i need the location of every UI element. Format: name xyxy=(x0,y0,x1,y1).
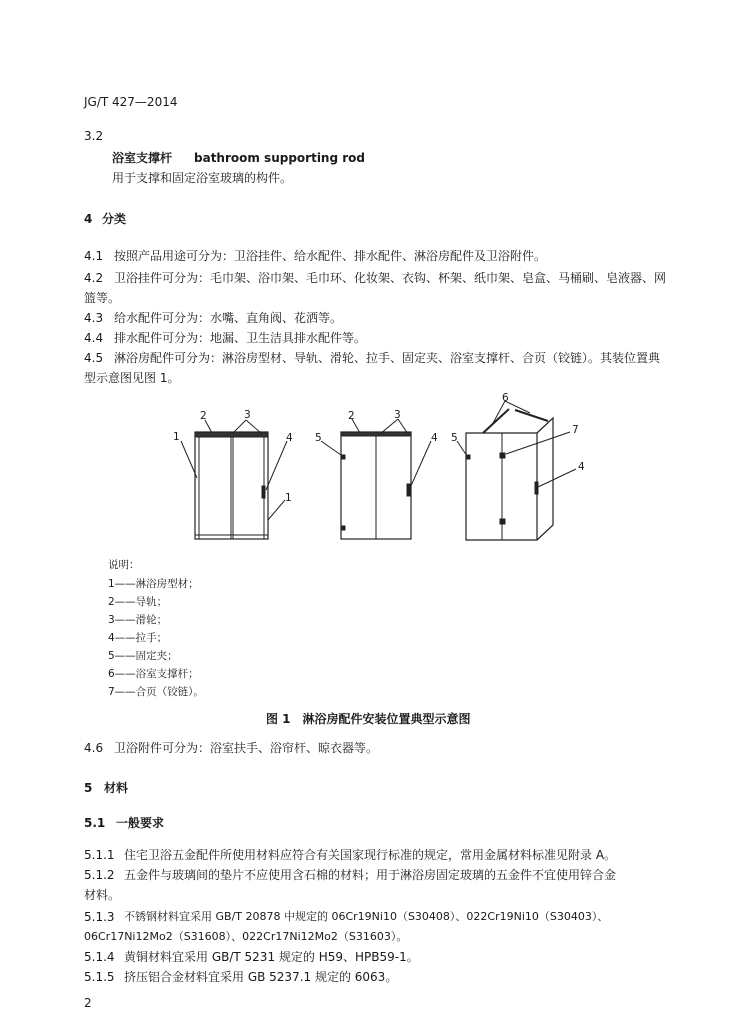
callout-1: 1 xyxy=(285,492,292,504)
term-zh: 浴室支撑杆 xyxy=(112,151,173,165)
legend-item: 2——导轨； xyxy=(108,596,168,608)
section-5-number: 5 xyxy=(84,781,93,795)
para-5-1-3-text: 不锈钢材料宜采用 GB/T 20878 中规定的 06Cr19Ni10（S30408）、022Cr19Ni10（S30403）、 xyxy=(124,910,609,923)
para-5-1-1-num: 5.1.1 xyxy=(84,848,115,862)
callout-2: 2 xyxy=(348,410,355,422)
legend-item: 1——淋浴房型材； xyxy=(108,578,199,590)
section-4-title: 分类 xyxy=(102,212,127,226)
legend-item: 7——合页（铰链）。 xyxy=(108,686,204,698)
item-4-5-cont: 型示意图见图 1。 xyxy=(84,371,180,385)
callout-2: 2 xyxy=(200,410,207,422)
term-definition: 用于支撑和固定浴室玻璃的构件。 xyxy=(112,171,293,185)
item-4-3-num: 4.3 xyxy=(84,311,104,325)
page-number: 2 xyxy=(84,996,92,1010)
legend-item: 5——固定夹； xyxy=(108,650,178,662)
item-4-4-text: 排水配件可分为：地漏、卫生洁具排水配件等。 xyxy=(114,331,367,345)
callout-3: 3 xyxy=(244,409,251,421)
item-4-2-text: 卫浴挂件可分为：毛巾架、浴巾架、毛巾环、化妆架、衣钩、杯架、纸巾架、皂盒、马桶刷、皂液器、网 xyxy=(114,271,667,285)
running-header: JG/T 427—2014 xyxy=(84,95,178,109)
item-4-5-num: 4.5 xyxy=(84,351,104,365)
item-4-1-text: 按照产品用途可分为：卫浴挂件、给水配件、排水配件、淋浴房配件及卫浴附件。 xyxy=(114,249,547,263)
para-5-1-4-num: 5.1.4 xyxy=(84,950,115,964)
callout-5: 5 xyxy=(451,432,458,444)
para-5-1-2-cont: 材料。 xyxy=(84,888,121,902)
term-en: bathroom supporting rod xyxy=(194,151,365,165)
callout-1: 1 xyxy=(173,431,180,443)
legend-item: 4——拉手； xyxy=(108,632,168,644)
diagram-sliding-frame xyxy=(195,432,268,539)
legend-item: 3——滑轮； xyxy=(108,614,168,626)
para-5-1-3-num: 5.1.3 xyxy=(84,910,115,924)
diagram-swing-frame xyxy=(341,432,411,539)
item-4-2-num: 4.2 xyxy=(84,271,104,285)
item-4-4-num: 4.4 xyxy=(84,331,104,345)
callout-4: 4 xyxy=(431,432,438,444)
para-5-1-5-text: 挤压铝合金材料宜采用 GB 5237.1 规定的 6063。 xyxy=(124,970,398,984)
diagram-corner-frame xyxy=(466,433,537,540)
callout-4: 4 xyxy=(578,461,585,473)
section-4-number: 4 xyxy=(84,212,93,226)
section-3-2-number: 3.2 xyxy=(84,129,104,143)
figure-caption: 图 1 淋浴房配件安装位置典型示意图 xyxy=(266,712,471,726)
item-4-6-num: 4.6 xyxy=(84,741,104,755)
legend-title: 说明： xyxy=(108,559,140,571)
item-4-6-text: 卫浴附件可分为：浴室扶手、浴帘杆、晾衣器等。 xyxy=(114,741,379,755)
callout-3: 3 xyxy=(394,409,401,421)
para-5-1-2-num: 5.1.2 xyxy=(84,868,115,882)
para-5-1-3-cont: 06Cr17Ni12Mo2（S31608）、022Cr17Ni12Mo2（S31603）。 xyxy=(84,930,408,943)
legend-item: 6——浴室支撑杆； xyxy=(108,668,199,680)
para-5-1-5-num: 5.1.5 xyxy=(84,970,115,984)
handle-icon xyxy=(262,486,265,498)
section-5-1-title: 一般要求 xyxy=(116,816,165,830)
callout-7: 7 xyxy=(572,424,579,436)
item-4-2-cont: 篮等。 xyxy=(84,291,121,305)
item-4-1-num: 4.1 xyxy=(84,249,104,263)
section-5-title: 材料 xyxy=(104,781,129,795)
item-4-5-text: 淋浴房配件可分为：淋浴房型材、导轨、滑轮、拉手、固定夹、浴室支撑杆、合页（铰链）。其装位置典 xyxy=(114,351,661,365)
callout-4: 4 xyxy=(286,432,293,444)
callout-6: 6 xyxy=(502,392,509,404)
para-5-1-1-text: 住宅卫浴五金配件所使用材料应符合有关国家现行标准的规定，常用金属材料标准见附录 A。 xyxy=(124,848,617,862)
para-5-1-2-text: 五金件与玻璃间的垫片不应使用含石棉的材料；用于淋浴房固定玻璃的五金件不宜使用锌合金 xyxy=(124,868,617,882)
para-5-1-4-text: 黄铜材料宜采用 GB/T 5231 规定的 H59、HPB59-1。 xyxy=(124,950,419,964)
section-5-1-number: 5.1 xyxy=(84,816,106,830)
item-4-3-text: 给水配件可分为：水嘴、直角阀、花洒等。 xyxy=(114,311,343,325)
callout-5: 5 xyxy=(315,432,322,444)
